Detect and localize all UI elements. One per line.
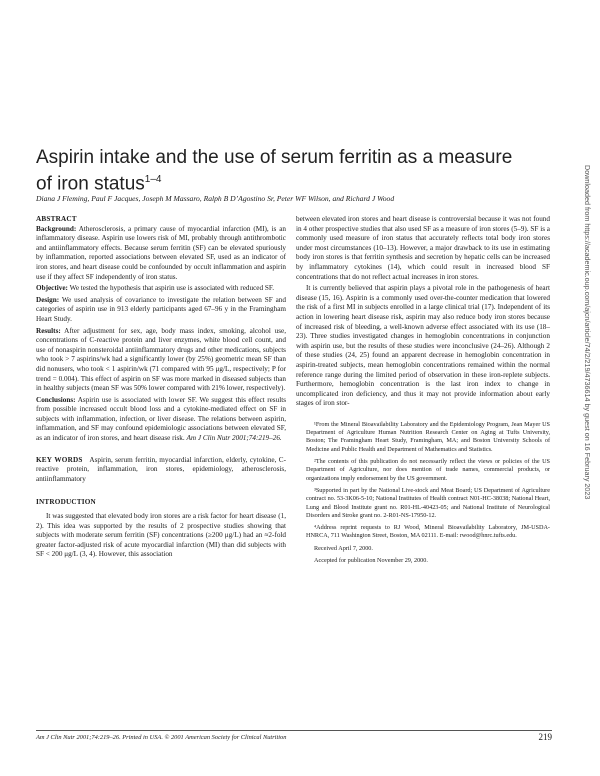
abstract-results <box>36 327 286 394</box>
abstract-heading: ABSTRACT <box>36 215 77 223</box>
download-watermark-text: Downloaded from https://academic.oup.com/ajcn/article/74/2/219/4736614 by guest on 16 February 2023 <box>583 165 592 500</box>
body-paragraph: between elevated iron stores and heart disease is controversial because it was not found in 4 other prospective studies that also used SF as a measure of iron stores (5–9). SF is a commonly used measure of iron status that accurately reflects total body iron stores under most circumstances (10–13). However, a major drawback to its use in estimating body iron stores is that ferritin synthesis and secretion by hepatic cells can be increased by inflammatory cytokines (14), which could result in increased blood SF concentrations that do not reflect actual increases in iron stores. <box>296 215 550 281</box>
abstract-citation: Am J Clin Nutr 2001;74:219–26. <box>186 434 282 443</box>
abstract-design <box>36 296 286 325</box>
left-column <box>36 215 286 562</box>
abstract-text: We tested the hypothesis that aspirin use is associated with reduced SF. <box>69 284 275 293</box>
footnotes <box>296 421 550 565</box>
keywords-text: Aspirin, serum ferritin, myocardial infarction, elderly, cytokine, C-reactive protein, inflammation, iron stores, epidemiology, atherosclerosis, antiinflammatory <box>36 455 286 483</box>
abstract-text: Aspirin use is associated with lower SF. We suggest this effect results from possible increased occult blood loss and a cytokine-mediated effect on SF in subjects with inflammation, infection, or liver disease. The relations between aspirin, inflammation, and SF may confound epidemiologic associations between elevated SF, as an indicator of iron stores, and heart disease risk. <box>36 395 286 443</box>
abstract-label: Background: <box>36 224 77 233</box>
introduction-heading: INTRODUCTION <box>36 498 96 507</box>
body-paragraph: It is currently believed that aspirin plays a pivotal role in the pathogenesis of heart disease (15, 16). Aspirin is a commonly used over-the-counter medication that lowered the risk of a first MI in subjects enrolled in a large clinical trial (17). Independent of its action in lowering heart disease risk, aspirin may also reduce body iron stores because of increased risk of bleeding, a well-known adverse effect associated with its use (18–23). Three studies investigated changes in hemoglobin concentrations in conjunction with aspirin use, but the results of these studies were inconclusive (24–26). Although 2 of these studies (24, 25) found an apparent decrease in hemoglobin concentration in aspirin-treated subjects, mean hemoglobin concentrations remained within the normal reference range during the limited period of observation in these iron-replete subjects. Furthermore, hemoglobin concentration is the last iron index to change in uncomplicated iron deficiency, and thus it may not provide information about early stages of iron stor- <box>296 284 550 408</box>
download-watermark <box>580 165 594 605</box>
page-number: 219 <box>538 732 552 742</box>
right-column <box>296 215 550 569</box>
title-text: Aspirin intake and the use of serum ferritin as a measure of iron status <box>36 147 513 195</box>
abstract-text: After adjustment for sex, age, body mass index, smoking, alcohol use, concentrations of C-reactive protein and liver enzymes, white blood cell count, and use of nonaspirin nonsteroidal antiinflammatory drugs and other medications, subjects who took > 7 aspirins/wk had a significantly lower (by 25%) geometric mean SF than did nonusers, who took < 1 aspirin/wk (71 compared with 95 μg/L, respectively; P for trend = 0.004). This effect of aspirin on SF was more marked in diseased subjects than in healthy subjects (mean SF was 50% lower compared with 21% lower, respectively). <box>36 326 286 393</box>
keywords <box>36 456 286 485</box>
footer-citation: Am J Clin Nutr 2001;74:219–26. Printed in USA. © 2001 American Society for Clinical Nutrition <box>36 734 287 741</box>
page-footer <box>36 734 552 741</box>
footer-rule <box>36 730 552 731</box>
accepted-date: Accepted for publication November 29, 2000. <box>314 557 428 565</box>
received-date: Received April 7, 2000. <box>314 544 373 552</box>
abstract-objective <box>36 284 286 294</box>
keywords-label: KEY WORDS <box>36 455 83 464</box>
abstract-label: Design: <box>36 295 60 304</box>
abstract-label: Results: <box>36 326 61 335</box>
footnote: ⁴Address reprint requests to RJ Wood, Mineral Bioavailability Laboratory, JM-USDA-HNRCA, 711 Washington Street, Boston, MA 02111. E-mail: rwood@hnrc.tufts.edu. <box>306 524 550 540</box>
title-footnote-mark: 1–4 <box>144 174 162 185</box>
abstract-conclusions <box>36 396 286 444</box>
abstract-label: Objective: <box>36 284 68 293</box>
footnote: ³Supported in part by the National Live-stock and Meat Board; US Department of Agriculture contract no. 53-3K06-5-10; National Institutes of Health contract N01-HC-38038; National Heart, Lung and Blood Institute grant no. R01-HL-40423-05; and National Institute of Neurological Disorders and Stroke grant no. 2-R01-NS-17950-12. <box>306 486 550 519</box>
introduction-paragraph: It was suggested that elevated body iron stores are a risk factor for heart disease (1, 2). This idea was supported by the results of 2 prospective studies showing that subjects with moderate serum ferritin (SF) concentrations (≥200 μg/L) had an ≈2-fold greater factor-adjusted risk of acute myocardial infarction (MI) than did subjects with SF < 200 μg/L (3, 4). However, this association <box>36 512 286 559</box>
footnote: ²The contents of this publication do not necessarily reflect the views or policies of the US Department of Agriculture, nor does mention of trade names, commercial products, or organizations imply endorsement by the US government. <box>306 458 550 482</box>
author-list: Diana J Fleming, Paul F Jacques, Joseph M Massaro, Ralph B D’Agostino Sr, Peter WF Wilson, and Richard J Wood <box>36 194 395 203</box>
abstract-label: Conclusions: <box>36 395 76 404</box>
footnote: ¹From the Mineral Bioavailability Laboratory and the Epidemiology Program, Jean Mayer US Department of Agriculture Human Nutrition Research Center on Aging at Tufts University, Boston; The Framingham Heart Study, Framingham, MA; and Boston University Schools of Medicine and Public Health and Department of Mathematics and Statistics. <box>306 420 550 453</box>
abstract-text: We used analysis of covariance to investigate the relation between SF and categories of aspirin use in 913 elderly participants aged 67–96 y in the Framingham Heart Study. <box>36 295 286 323</box>
abstract-background <box>36 225 286 283</box>
article-title <box>36 147 516 195</box>
abstract-text: Atherosclerosis, a primary cause of myocardial infarction (MI), is an inflammatory disease. Aspirin use lowers risk of MI, probably through antithrombotic and antiinflammatory effects. Because serum ferritin (SF) can be elevated spuriously by inflammation, reported associations between elevated SF, used as an indicator of iron stores, and heart disease could be confounded by occult inflammation and aspirin use if they affect SF independently of iron status. <box>36 224 286 281</box>
